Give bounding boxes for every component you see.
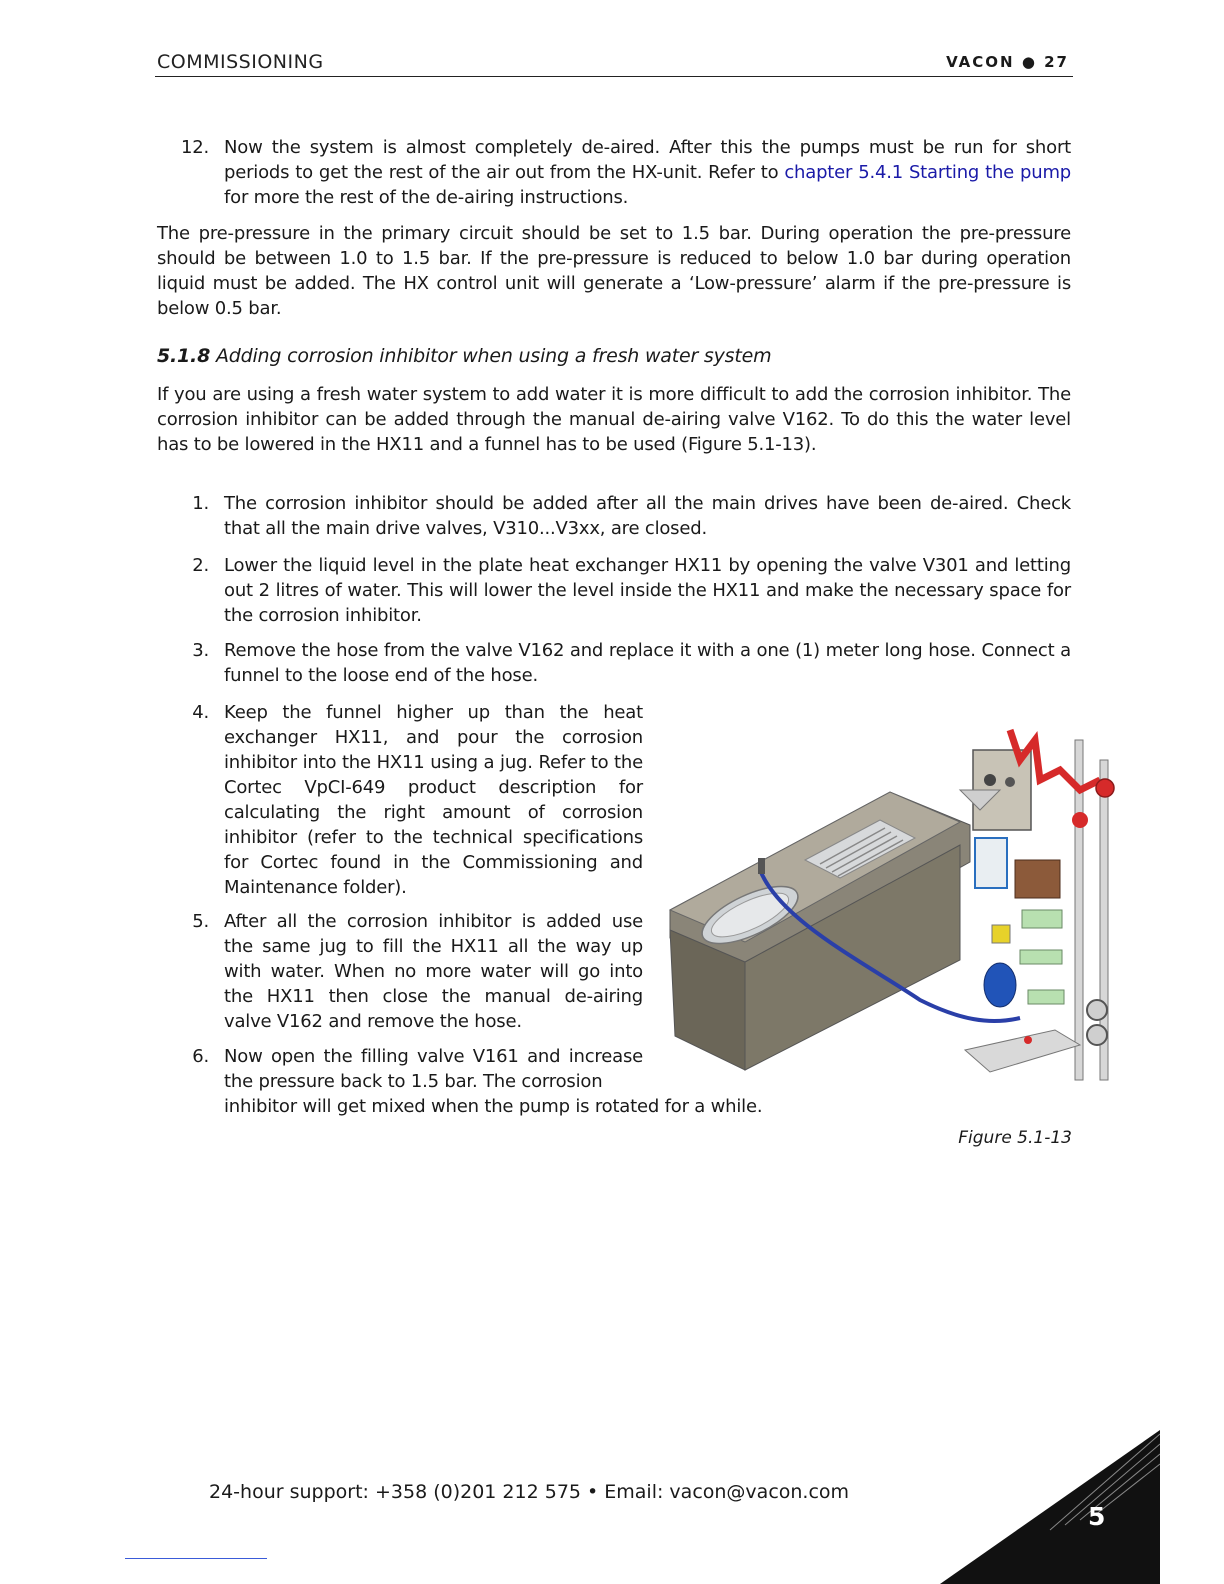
step-text: Now the system is almost completely de-aired. After this the pumps must be run for short periods to get the rest of the air out from the HX-unit. Refer to chapter 5.4.1 Starting the pump for more the rest of the de-airing instructions. (224, 137, 1072, 208)
footer-support-text: 24-hour support: +358 (0)201 212 575 • Email: vacon@vacon.com (209, 1481, 850, 1503)
corner-decoration (930, 1430, 1160, 1584)
pressure-paragraph: The pre-pressure in the primary circuit should be set to 1.5 bar. During operation the pre-pressure should be between 1.0 to 1.5 bar. If the pre-pressure is reduced to below 1.0 bar during operation liquid must be added. The HX control unit will generate a ‘Low-pressure’ alarm if the pre-pressure is below 0.5 bar. (157, 223, 1071, 319)
chapter-number: 5 (1088, 1502, 1106, 1531)
chapter-link[interactable]: chapter 5.4.1 Starting the pump (784, 162, 1072, 183)
page-header (155, 48, 1073, 77)
section-heading: 5.1.8 Adding corrosion inhibitor when using a fresh water system (157, 345, 772, 367)
header-section-title: COMMISSIONING (157, 51, 324, 73)
footnote-rule (125, 1558, 267, 1559)
step-number: 12. (180, 137, 209, 158)
figure-caption: Figure 5.1-13 (958, 1128, 1072, 1148)
list-item-step-6-continuation: inhibitor will get mixed when the pump is rotated for a while. (224, 1096, 763, 1117)
header-brand-page-number: VACON ● 27 (946, 53, 1069, 71)
intro-paragraph: If you are using a fresh water system to add water it is more difficult to add the corrosion inhibitor. The corrosion inhibitor can be added through the manual de-airing valve V162. To do this the water level has to be lowered in the HX11 and a funnel has to be used (Figure 5.1-13). (157, 384, 1071, 455)
figure-hx-unit-illustration (660, 700, 1120, 1090)
